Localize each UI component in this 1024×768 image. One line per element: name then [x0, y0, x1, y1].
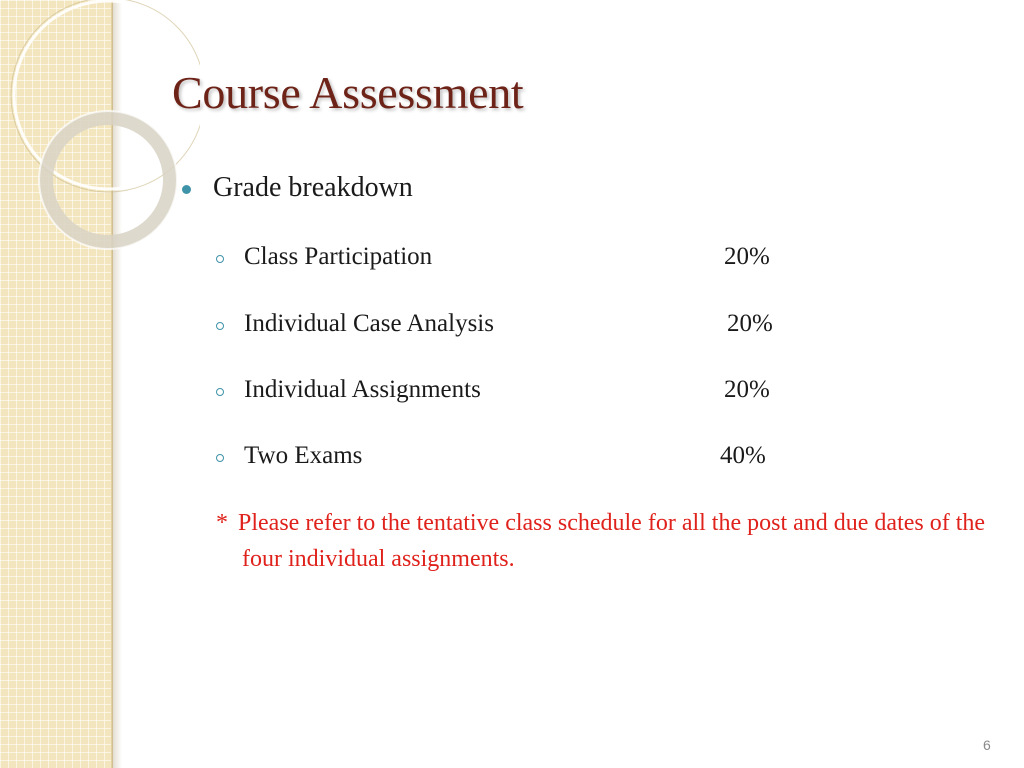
item-value: 20%	[727, 310, 773, 337]
filled-circle-bullet-icon	[182, 185, 191, 194]
hollow-circle-bullet-icon	[216, 322, 224, 330]
item-label: Two Exams	[244, 442, 363, 469]
decorative-rings	[0, 0, 200, 280]
item-label: Individual Assignments	[244, 376, 481, 403]
item-label: Individual Case Analysis	[244, 310, 494, 337]
item-value: 20%	[724, 243, 770, 270]
schedule-note	[216, 505, 1006, 577]
hollow-circle-bullet-icon	[216, 255, 224, 263]
hollow-circle-bullet-icon	[216, 388, 224, 396]
note-text: Please refer to the tentative class schedule for all the post and due dates of the four individual assignments.	[238, 510, 986, 572]
item-label: Class Participation	[244, 243, 433, 270]
bullet-heading: Grade breakdown	[213, 172, 413, 203]
item-value: 40%	[720, 442, 766, 469]
hollow-circle-bullet-icon	[216, 454, 224, 462]
slide-title: Course Assessment	[172, 67, 524, 118]
note-asterisk: *	[216, 510, 228, 536]
page-number: 6	[983, 737, 991, 753]
item-value: 20%	[724, 376, 770, 403]
